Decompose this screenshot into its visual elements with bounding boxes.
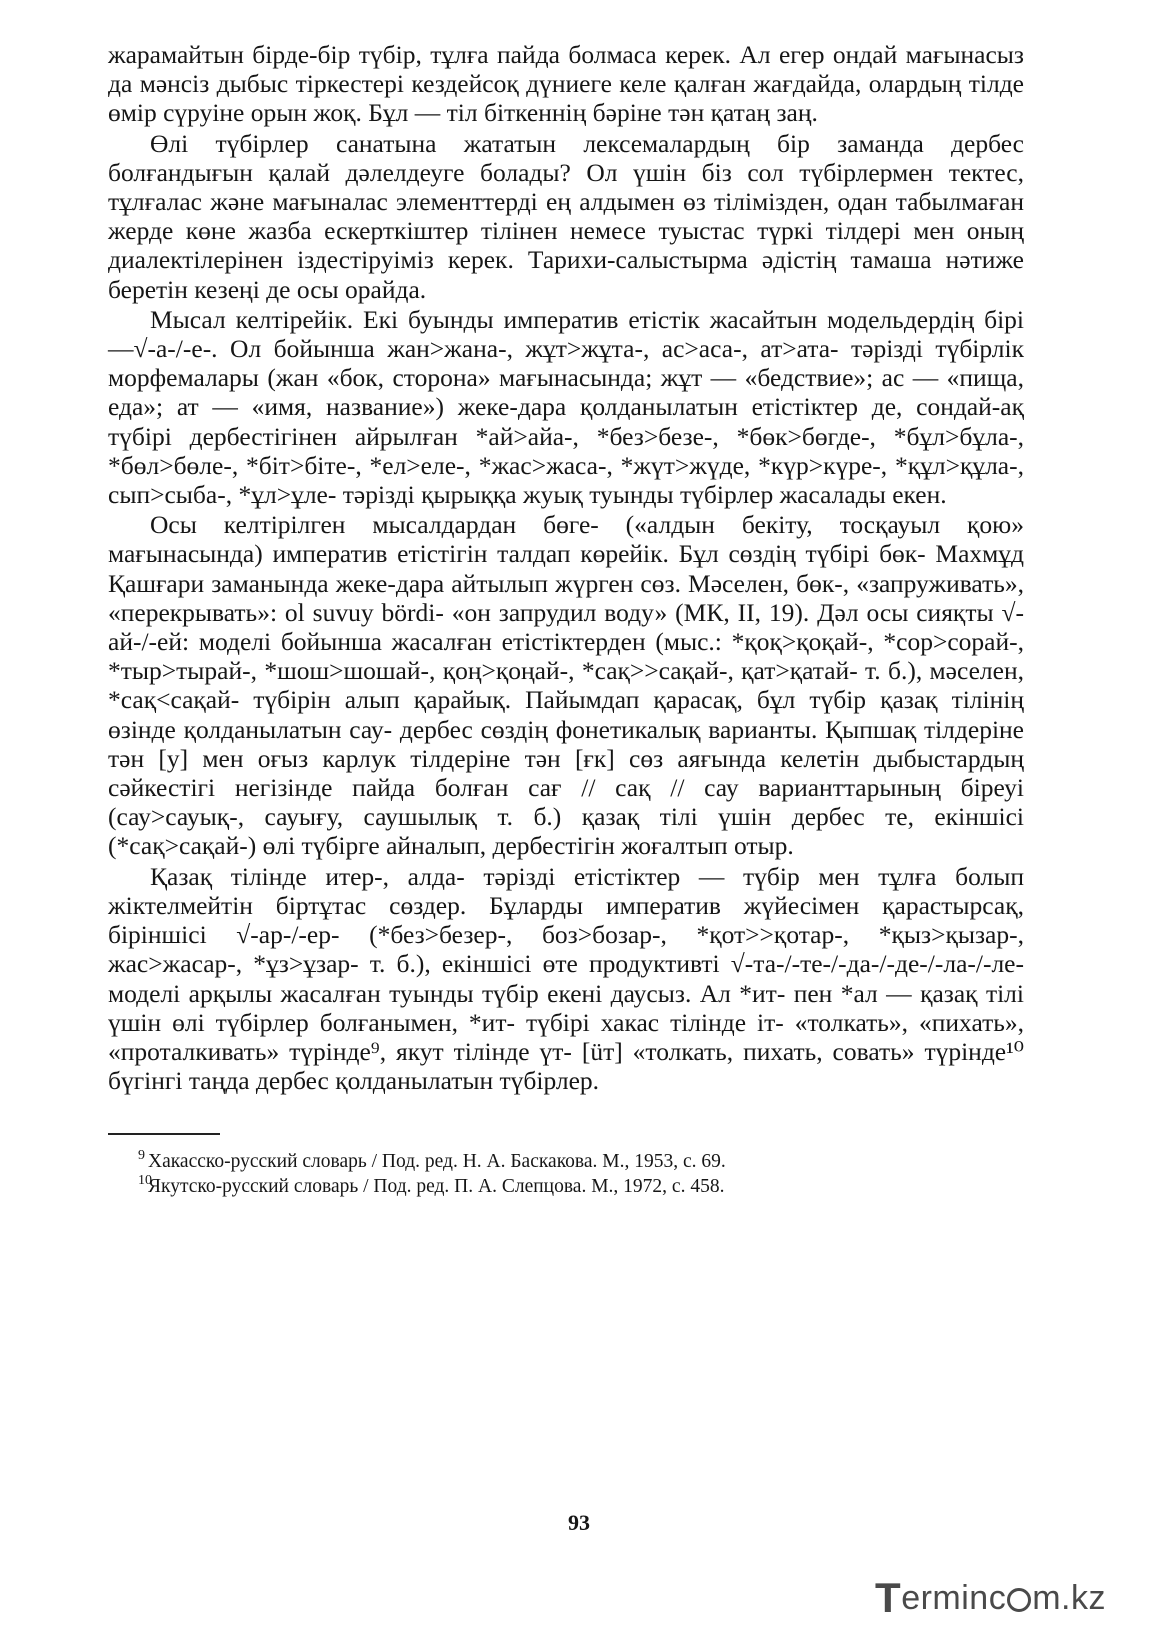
footnote-number: 10 xyxy=(138,1173,152,1189)
footnote-9 xyxy=(138,1148,1024,1174)
watermark-circle-icon xyxy=(1007,1588,1031,1612)
footnote-number: 9 xyxy=(138,1148,145,1164)
paragraph-1: жарамайтын бірде-бір түбір, тұлға пайда болмаса керек. Ал егер ондай мағынасыз да мәнсіз дыбыс тіркестері кездейсоқ дүниеге келе қалған жағдайда, олардың тілде өмір сүруіне орын жоқ. Бұл — тіл біткеннің бәріне тән қатаң заң. xyxy=(108,40,1024,128)
paragraph-4: Осы келтірілген мысалдардан бөге- («алдын бекіту, тосқауыл қою» мағынасында) императив етістігін талдап көрейік. Бұл сөздің түбірі бөк- Махмұд Қашғари заманында жеке-дара айтылып жүрген сөз. Мәселен, бөк-, «запруживать», «перекрывать»: ol suvuy bördi- «он запрудил воду» (МК, II, 19). Дәл осы сияқты √-ай-/-ей: моделі бойынша жасалған етістіктерден (мыс.: *қоқ>қоқай-, *сор>сорай-, *тыр>тырай-, *шош>шошай-, қоң>қоңай-, *сақ>>сақай-, қат>қатай- т. б.), мәселен, *сақ<сақай- түбірін алып қарайық. Пайымдап қарасақ, бұл түбір қазақ тілінің өзінде қолданылатын сау- дербес сөздің фонетикалық варианты. Қыпшақ тілдеріне тән [у] мен оғыз карлук тілдеріне тән [ғк] сөз аяғында келетін дыбыстардың сәйкестігі негізінде пайда болған сағ // сақ // сау варианттарының біреуі (сау>сауық-, сауығу, саушылық т. б.) қазақ тілі үшін дербес те, екіншісі (*сақ>сақай-) өлі түбірге айналып, дербестігін жоғалтып отыр. xyxy=(108,510,1024,861)
paragraph-3: Мысал келтірейік. Екі буынды императив етістік жасайтын модельдердің бірі —√-а-/-е-. Ол бойынша жан>жана-, жұт>жұта-, ас>аса-, ат>ата- тәрізді түбірлік морфемалары (жан «бок, сторона» мағынасында; жұт — «бедствие»; ас — «пища, еда»; ат — «имя, название») жеке-дара қолданылатын етістіктер де, сондай-ақ түбірі дербестігінен айрылған *ай>айа-, *без>безе-, *бөк>бөгде-, *бұл>бұла-, *бөл>бөле-, *біт>біте-, *ел>еле-, *жас>жаса-, *жүт>жүде, *күр>күре-, *құл>құла-, сып>сыба-, *ұл>ұле- тәрізді қырыққа жуық туынды түбірлер жасалады екен. xyxy=(108,304,1024,510)
paragraph-5: Қазақ тілінде итер-, алда- тәрізді етістіктер — түбір мен тұлға болып жіктелмейтін біртұтас сөздер. Бұларды императив жүйесімен қарастырсақ, біріншісі √-ар-/-ер- (*без>безер-, боз>бозар-, *қот>>қотар-, *қыз>қызар-, жас>жасар-, *ұз>ұзар- т. б.), екіншісі өте продуктивті √-та-/-те-/-да-/-де-/-ла-/-ле- моделі арқылы жасалған туынды түбір екені даусыз. Ал *ит- пен *ал — қазақ тілі үшін өлі түбірлер болғанымен, *ит- түбірі хакас тілінде іт- «толкать», «пихать», «проталкивать» түрінде⁹, якут тілінде үт- [üт] «толкать, пихать, совать» түрінде¹⁰ бүгінгі таңда дербес қолданылатын түбірлер. xyxy=(108,861,1024,1096)
paragraph-2: Өлі түбірлер санатына жататын лексемалардың бір заманда дербес болғандығын қалай дәлелдеуге болады? Ол үшін біз сол түбірлермен тектес, тұлғалас және мағыналас элементтерді ең алдымен өз тілімізден, одан табылмаған жерде көне жазба ескерткіштер тілінен немесе туыстас түркі тілдері мен оның диалектілерінен іздестіруіміз керек. Тарихи-салыстырма әдістің тамаша нәтиже беретін кезеңі де осы орайда. xyxy=(108,128,1024,304)
footnote-10 xyxy=(138,1173,1024,1199)
footnote-text: Якутско-русский словарь / Под. ред. П. А. Слепцова. М., 1972, с. 458. xyxy=(148,1176,725,1198)
page-number: 93 xyxy=(568,1510,590,1535)
watermark-part: T xyxy=(875,1574,902,1621)
footnote-text: Хакасско-русский словарь / Под. ред. Н. А. Баскакова. М., 1953, с. 69. xyxy=(148,1151,726,1173)
watermark-part: m.kz xyxy=(1032,1578,1106,1617)
watermark-logo xyxy=(875,1574,1106,1622)
page-body xyxy=(108,40,1024,1199)
footnote-divider xyxy=(108,1133,220,1135)
watermark-part: erminc xyxy=(901,1578,1007,1617)
